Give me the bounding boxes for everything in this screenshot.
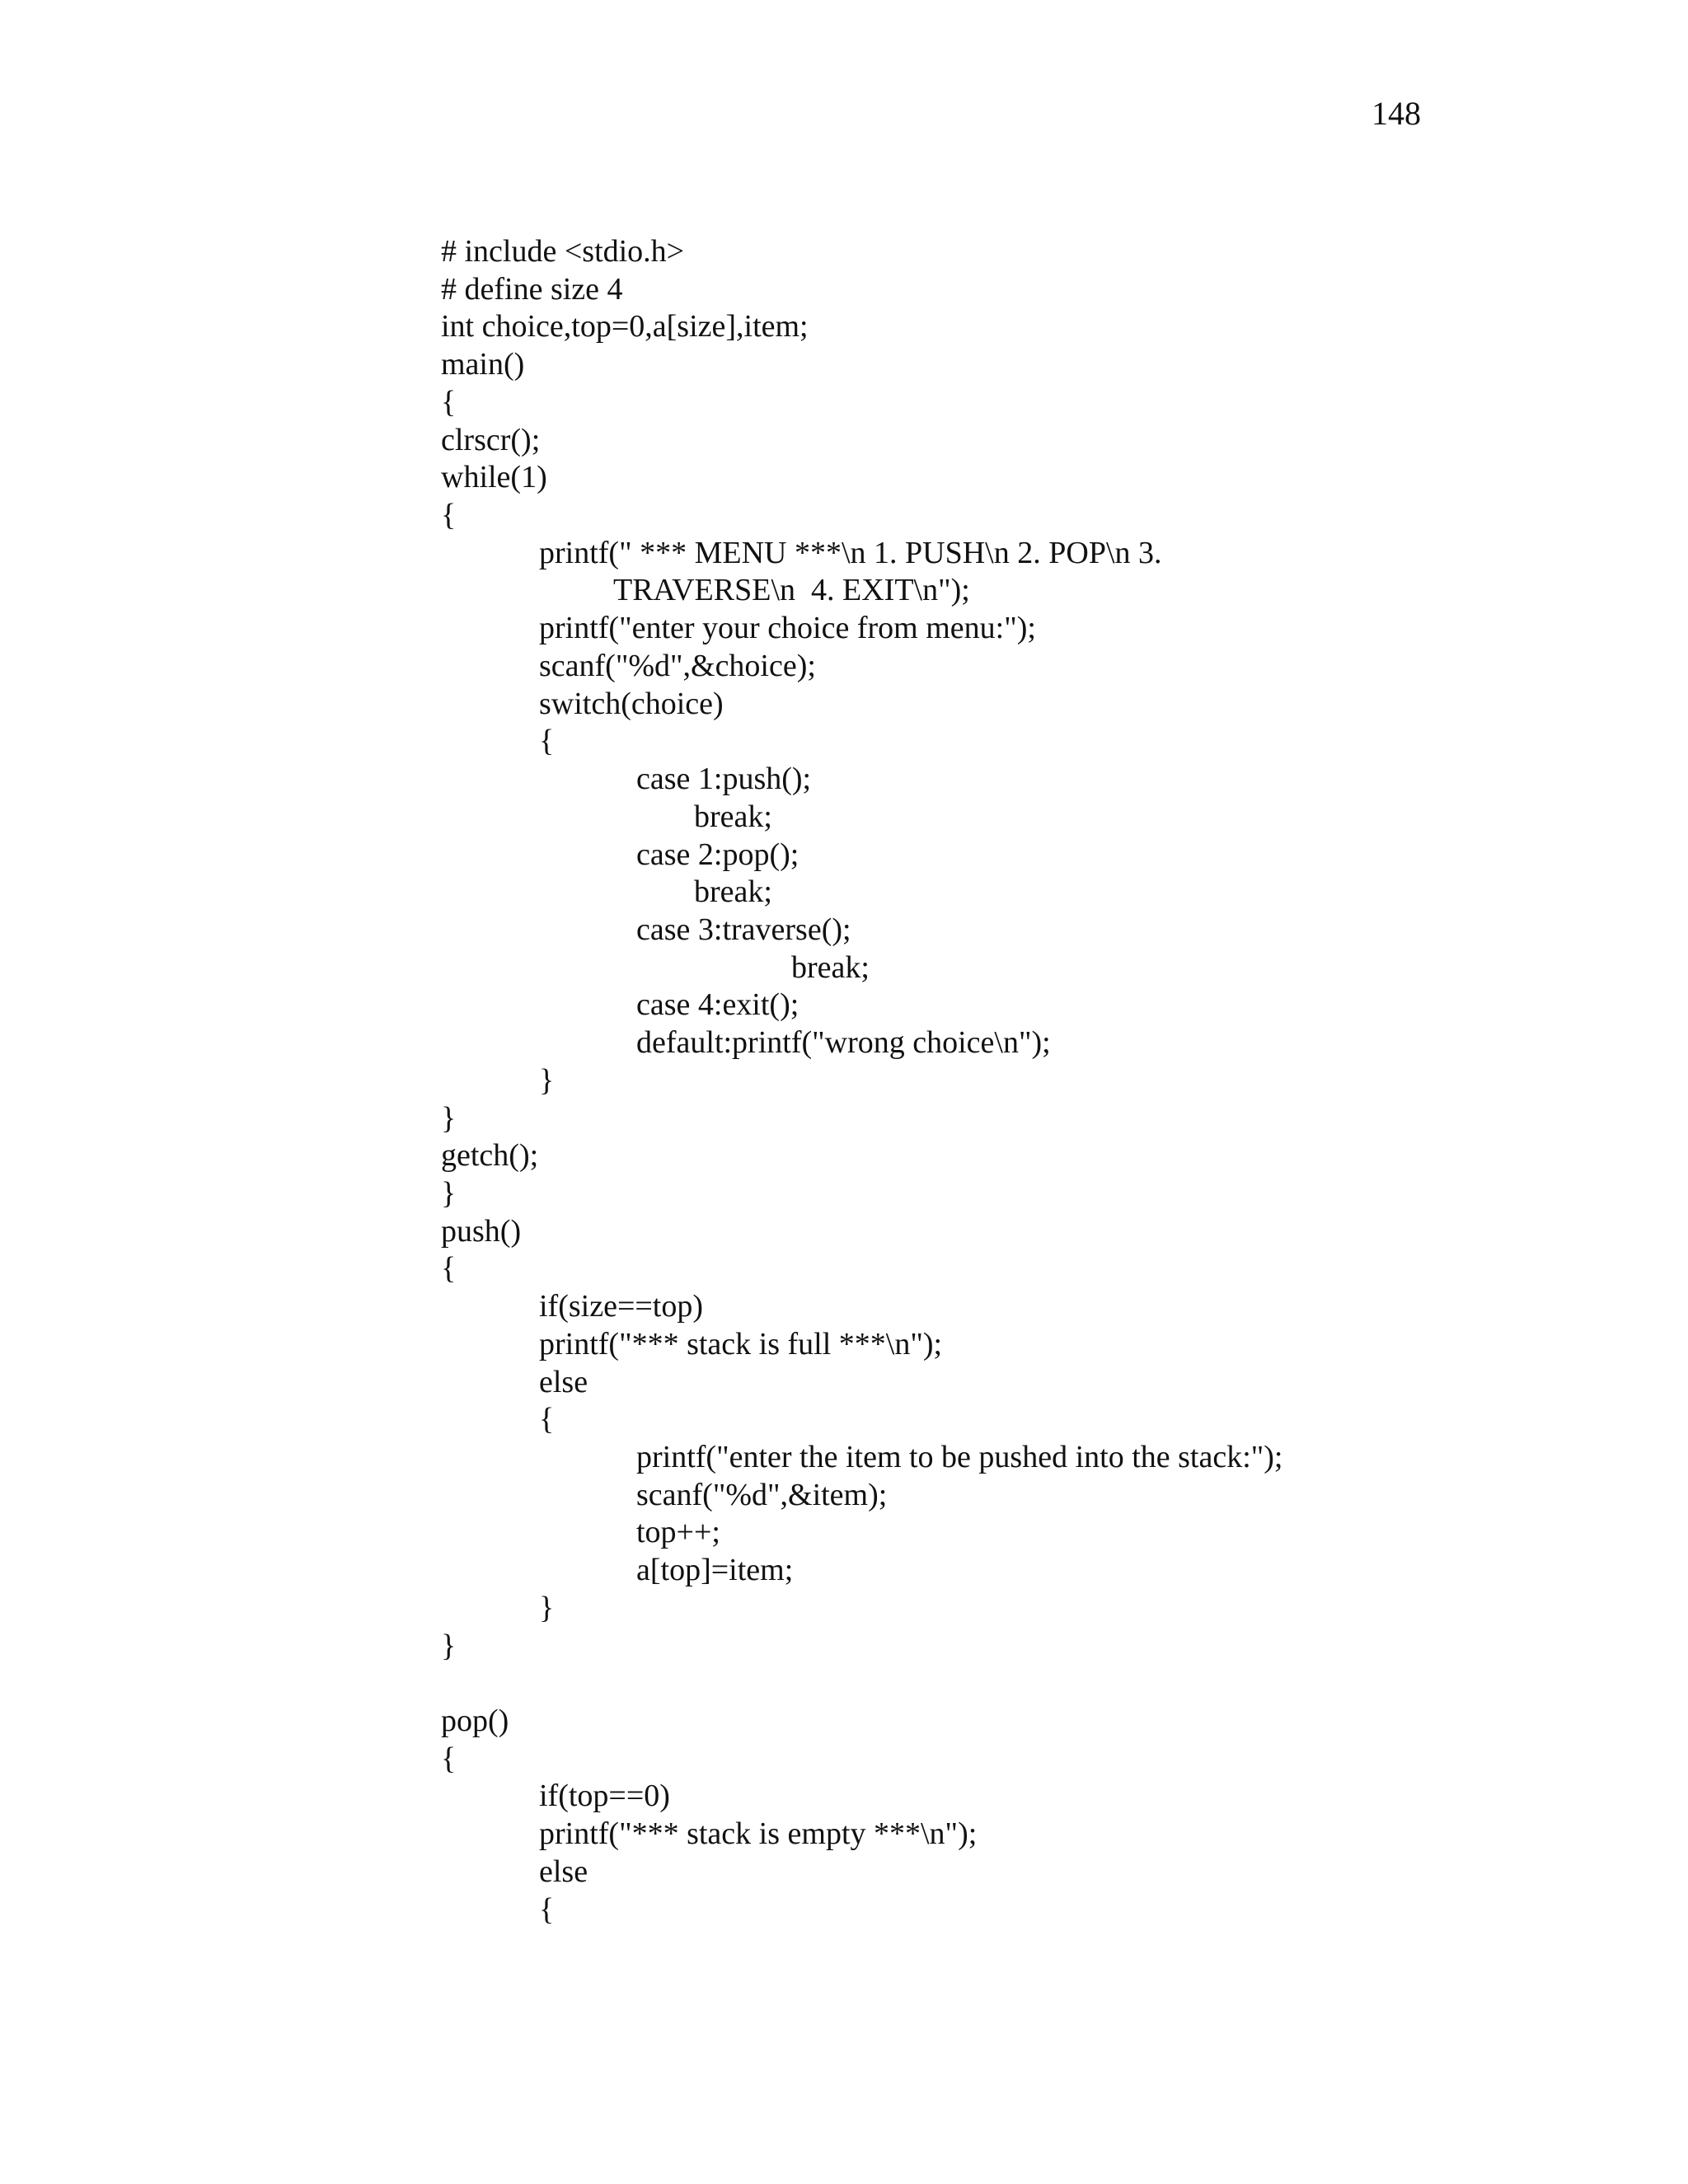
code-line xyxy=(441,1854,1512,1891)
code-text: } xyxy=(441,1628,457,1663)
code-text: break; xyxy=(694,799,772,834)
code-text: case 3:traverse(); xyxy=(636,912,851,947)
code-line xyxy=(441,987,1512,1024)
code-line xyxy=(441,648,1512,686)
code-line xyxy=(441,459,1512,497)
code-line xyxy=(441,799,1512,837)
code-line xyxy=(441,1439,1512,1477)
code-line xyxy=(441,422,1512,460)
code-line xyxy=(441,1364,1512,1402)
code-text: TRAVERSE\n 4. EXIT\n"); xyxy=(613,573,970,608)
code-text: { xyxy=(539,1891,555,1927)
code-text: a[top]=item; xyxy=(636,1553,794,1588)
code-text: { xyxy=(539,1402,555,1437)
code-text: printf(" *** MENU ***\n 1. PUSH\n 2. POP\n 3. xyxy=(539,535,1162,570)
code-text: default:printf("wrong choice\n"); xyxy=(636,1025,1051,1061)
code-text: case 4:exit(); xyxy=(636,987,799,1023)
code-text: { xyxy=(441,1251,457,1286)
code-line xyxy=(441,1778,1512,1816)
code-line xyxy=(441,1703,1512,1741)
code-line xyxy=(441,1175,1512,1213)
code-text: if(top==0) xyxy=(539,1779,670,1814)
code-line xyxy=(441,723,1512,761)
code-listing xyxy=(441,233,1512,1929)
code-text: scanf("%d",&choice); xyxy=(539,648,816,683)
code-text: else xyxy=(539,1364,588,1399)
code-line xyxy=(441,1552,1512,1590)
code-line xyxy=(441,1137,1512,1175)
code-line xyxy=(441,686,1512,724)
code-text: top++; xyxy=(636,1515,720,1550)
blank-line xyxy=(441,1665,1512,1703)
code-text: } xyxy=(539,1062,555,1098)
code-line xyxy=(441,1590,1512,1628)
code-text: # define size 4 xyxy=(441,271,623,307)
code-line xyxy=(441,949,1512,987)
code-line xyxy=(441,497,1512,535)
code-line xyxy=(441,874,1512,912)
code-line xyxy=(441,912,1512,949)
code-line xyxy=(441,572,1512,610)
code-text: break; xyxy=(791,949,870,985)
code-text: getch(); xyxy=(441,1138,539,1174)
code-text: printf("*** stack is full ***\n"); xyxy=(539,1326,943,1361)
code-line xyxy=(441,1326,1512,1364)
code-text: printf("enter your choice from menu:"); xyxy=(539,611,1036,646)
code-line xyxy=(441,1100,1512,1138)
code-line xyxy=(441,308,1512,346)
code-line xyxy=(441,1477,1512,1515)
code-line xyxy=(441,535,1512,573)
code-text: } xyxy=(441,1100,457,1136)
code-line xyxy=(441,233,1512,271)
code-line xyxy=(441,1628,1512,1666)
code-text: } xyxy=(441,1175,457,1211)
code-text: else xyxy=(539,1854,588,1889)
code-text: case 1:push(); xyxy=(636,762,812,797)
code-line xyxy=(441,1062,1512,1100)
code-text: case 2:pop(); xyxy=(636,837,799,872)
code-text: # include <stdio.h> xyxy=(441,234,685,269)
code-text: push() xyxy=(441,1213,522,1249)
code-line xyxy=(441,271,1512,309)
code-line xyxy=(441,610,1512,648)
code-text: int choice,top=0,a[size],item; xyxy=(441,309,809,344)
code-line xyxy=(441,1741,1512,1779)
code-text: break; xyxy=(694,874,772,910)
code-line xyxy=(441,1213,1512,1251)
code-text: main() xyxy=(441,347,525,382)
code-line xyxy=(441,1514,1512,1552)
code-text: clrscr(); xyxy=(441,422,541,457)
code-line xyxy=(441,1401,1512,1439)
code-text: printf("enter the item to be pushed into the stack:"); xyxy=(636,1440,1283,1474)
code-text: scanf("%d",&item); xyxy=(636,1477,888,1512)
code-line xyxy=(441,1816,1512,1854)
code-text: { xyxy=(539,724,555,759)
code-line xyxy=(441,761,1512,799)
page-number: 148 xyxy=(1372,95,1421,132)
code-line xyxy=(441,837,1512,874)
code-line xyxy=(441,384,1512,422)
code-line xyxy=(441,1288,1512,1326)
code-line xyxy=(441,1250,1512,1288)
code-text: while(1) xyxy=(441,460,547,495)
code-text: } xyxy=(539,1590,555,1625)
code-text: if(size==top) xyxy=(539,1289,704,1324)
code-text: { xyxy=(441,1741,457,1776)
code-line xyxy=(441,1891,1512,1929)
code-line xyxy=(441,1024,1512,1062)
code-text: { xyxy=(441,498,457,533)
code-text: pop() xyxy=(441,1704,509,1739)
code-line xyxy=(441,346,1512,384)
code-text: printf("*** stack is empty ***\n"); xyxy=(539,1816,978,1852)
code-text: switch(choice) xyxy=(539,686,724,721)
code-text: { xyxy=(441,384,457,419)
